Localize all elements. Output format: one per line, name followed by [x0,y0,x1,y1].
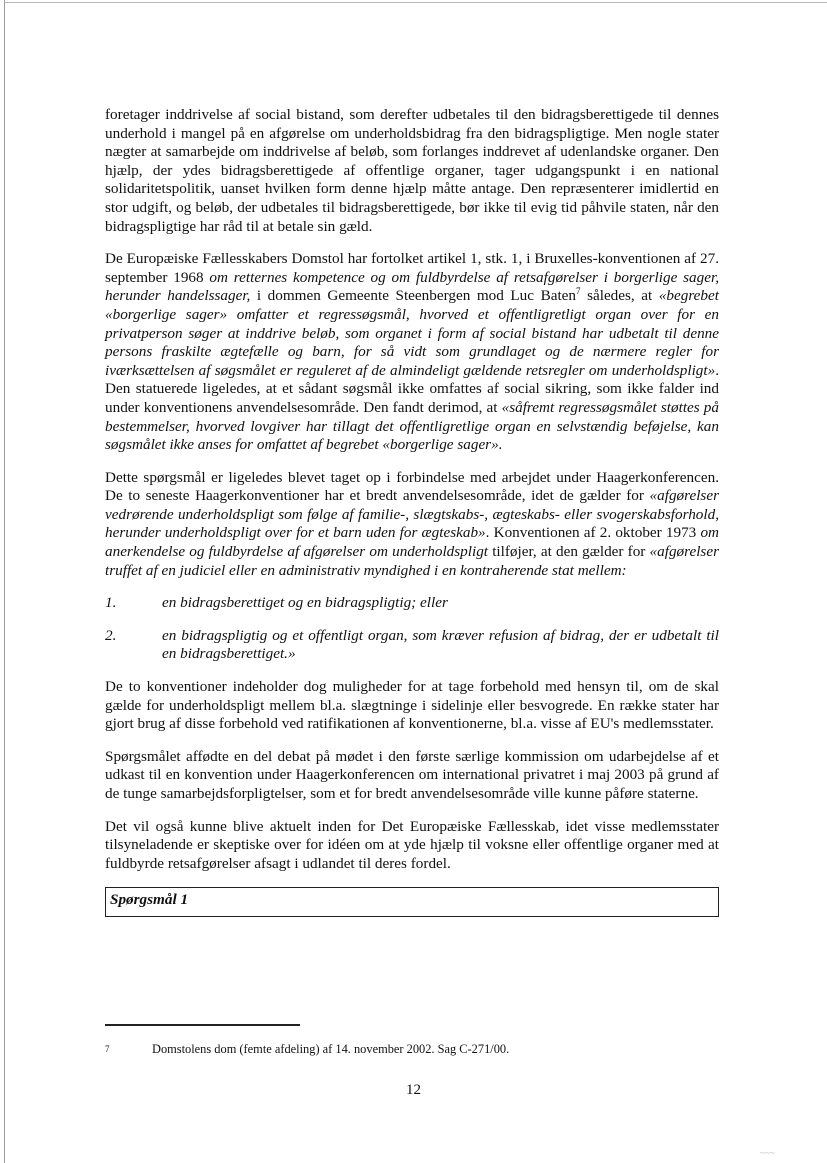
numbered-list [105,594,719,664]
paragraph-5: Spørgsmålet affødte en del debat på mødet i den første særlige kommission om udarbejdelse af et udkast til en konvention under Haagerkonferencen om international privatret i maj 2003 på grund af de tunge samarbejdsforpligtelser, som et for bredt anvendelsesområde ville kunne påføre staterne. [105,747,719,802]
paragraph-3-text: Dette spørgsmål er ligeledes blevet taget op i forbindelse med arbejdet under Haagerkonferencen. De to seneste Haagerkonventioner har et bredt anvendelsesområde, idet de gælder for [105,468,719,505]
paragraph-4: De to konventioner indeholder dog muligheder for at tage forbehold med hensyn til, om de skal gælde for underholdspligt mellem bl.a. slægtninge i sidelinje eller besvogrede. En række stater har gjort brug af disse forbehold ved ratifikationen af konventionerne, bl.a. visse af EU's medlemsstater. [105,678,719,733]
paragraph-3-text: . Konventionen af 2. oktober 1973 [485,524,701,542]
footnote-text: Domstolens dom (femte afdeling) af 14. november 2002. Sag C-271/00. [152,1042,510,1056]
convention-quote: «afgørelser truffet af en judiciel eller en administrativ myndighed i en kontraherende stat mellem: [105,543,719,579]
paragraph-2-text: i dommen Gemeente Steenbergen mod Luc Baten [250,287,577,305]
list-item [105,627,719,664]
paragraph-3 [105,469,719,581]
list-text: en bidragspligtig og et offentligt organ, som kræver refusion af bidrag, der er udbetalt til en bidragsberettiget.» [162,626,719,663]
list-item [105,594,719,613]
judgment-quote: «såfremt regressøgsmålet støttes på bestemmelser, hvorved lovgiver har tillagt det offentligretlige organ en selvstændig beføjelse, kan søgsmålet ikke anses for omfattet af begrebet «borgerlige sager». [105,398,719,454]
paragraph-6: Det vil også kunne blive aktuelt inden for Det Europæiske Fællesskab, idet visse medlemsstater tilsyneladende er skeptiske over for idéen om at yde hjælp til voksne eller offentlige organer med at fuldbyrde retsafgørelser afsagt i udlandet til deres fordel. [105,817,719,872]
page-number: 12 [406,1082,421,1098]
scan-artifact: ~~~ [760,1148,775,1158]
paragraph-2 [105,250,719,455]
question-heading-box [105,887,719,917]
scan-edge-top [4,2,827,3]
list-number: 2. [105,626,117,644]
footnote-separator [105,1024,300,1026]
judgment-quote: «begrebet «borgerlige sager» omfatter et regressøgsmål, hvorved et offentligretligt organ over for en privatperson søger at inddrive beløb, som organet i form af social bistand har udbetalt til denne persons fraskilte ægtefælle og barn, for så vidt som grundlaget og de nærmere regler for iværksættelsen af søgsmålet er reguleret af de almindeligt gældende retsregler om underholdspligt» [105,287,719,379]
convention-quote: «afgørelser vedrørende underholdspligt som følge af familie-, slægtskabs-, ægteskabs- eller svogerskabsforhold, herunder underholdspligt over for et barn uden for ægteskab» [105,487,719,542]
paragraph-1: foretager inddrivelse af social bistand, som derefter udbetales til den bidragsberettigede til dennes underhold i mangel på en afgørelse om underholdsbidrag fra den bidragspligtige. Men nogle stater nægter at samarbejde om inddrivelse af beløb, som forlanges inddrevet af udenlandske organer. Den hjælp, der ydes bidragsberettigede af offentlige organer, tager udgangspunkt i en national solidaritetspolitik, uanset hvilken form denne hjælp måtte antage. Den repræsenterer imidlertid en stor udgift, og beløb, der udbetales til bidragsberettigede, bør ikke til evig tid påhvile staten, når den bidragspligtige har råd til at betale sin gæld. [105,106,719,235]
paragraph-2-text: De Europæiske Fællesskabers Domstol har fortolket artikel 1, stk. 1, i Bruxelles-konventionen af 27. september 1968 [105,250,719,286]
paragraph-2-text: således, at [580,287,659,305]
paragraph-2-text: . Den statuerede ligeledes, at et sådant søgsmål ikke omfattes af social sikring, som ikke falder ind under konventionens anvendelsesområde. Den fandt derimod, at [105,361,719,416]
footnote-mark: 7 [105,1044,110,1054]
paragraph-3-text: tilføjer, at den gælder for [488,543,650,561]
question-heading: Spørgsmål 1 [110,891,189,909]
list-number: 1. [105,594,117,612]
convention-title: om anerkendelse og fuldbyrdelse af afgørelser om underholdspligt [105,524,719,561]
document-body [105,106,719,917]
list-text: en bidragsberettiget og en bidragspligtig; eller [162,594,448,612]
footnote [105,1041,719,1057]
scan-edge [4,0,5,1163]
convention-title: om retternes kompetence og om fuldbyrdelse af retsafgørelser i borgerlige sager, herunder handelssager, [105,268,719,305]
footnote-reference: 7 [576,286,581,297]
